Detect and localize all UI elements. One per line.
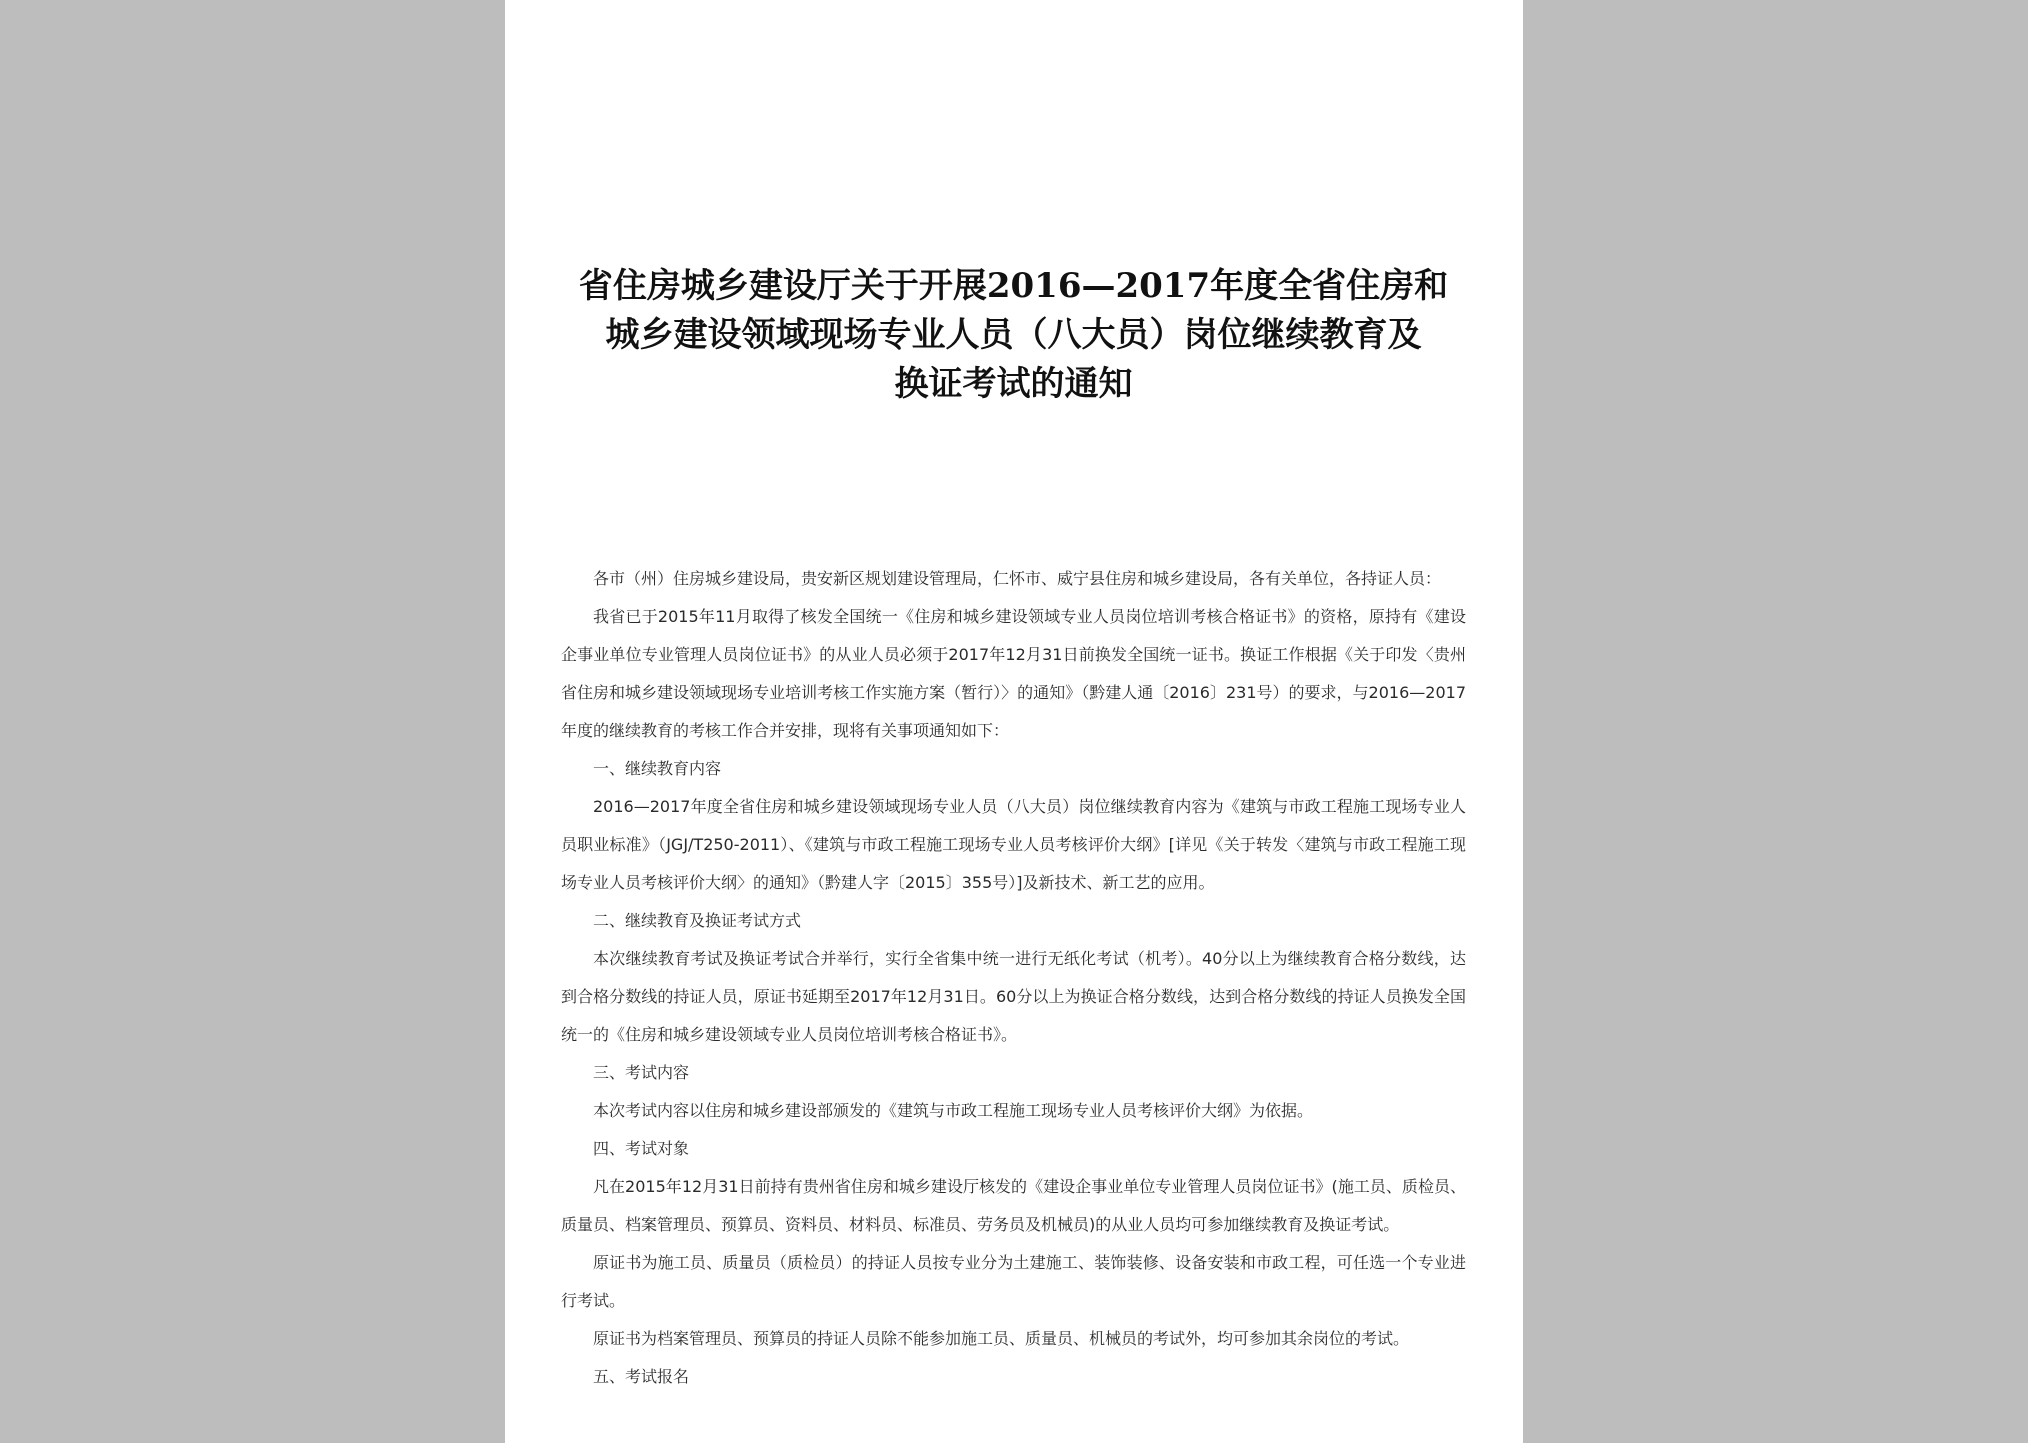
section-heading-3: 三、考试内容 xyxy=(593,1063,690,1082)
section-4-paragraph-3: 原证书为档案管理员、预算员的持证人员除不能参加施工员、质量员、机械员的考试外，均可参加其余岗位的考试。 xyxy=(593,1329,1410,1348)
section-heading-5: 五、考试报名 xyxy=(593,1367,690,1386)
section-heading-1: 一、继续教育内容 xyxy=(593,759,722,778)
section-4-paragraph-2: 原证书为施工员、质量员（质检员）的持证人员按专业分为土建施工、装饰装修、设备安装和市政工程，可任选一个专业进行考试。 xyxy=(561,1253,1466,1310)
document-body xyxy=(561,560,1466,1396)
section-heading-2: 二、继续教育及换证考试方式 xyxy=(593,911,802,930)
document-page xyxy=(505,0,1523,1443)
salutation-paragraph: 各市（州）住房城乡建设局，贵安新区规划建设管理局，仁怀市、威宁县住房和城乡建设局，各有关单位，各持证人员： xyxy=(593,569,1442,588)
title-line-2: 城乡建设领域现场专业人员（八大员）岗位继续教育及 xyxy=(605,315,1422,355)
section-2-paragraph: 本次继续教育考试及换证考试合并举行，实行全省集中统一进行无纸化考试（机考）。40分以上为继续教育合格分数线，达到合格分数线的持证人员，原证书延期至2017年12月31日。60分以上为换证合格分数线，达到合格分数线的持证人员换发全国统一的《住房和城乡建设领域专业人员岗位培训考核合格证书》。 xyxy=(561,949,1466,1044)
title-line-3: 换证考试的通知 xyxy=(894,364,1133,404)
intro-paragraph: 我省已于2015年11月取得了核发全国统一《住房和城乡建设领域专业人员岗位培训考核合格证书》的资格，原持有《建设企事业单位专业管理人员岗位证书》的从业人员必须于2017年12月31日前换发全国统一证书。换证工作根据《关于印发〈贵州省住房和城乡建设领域现场专业培训考核工作实施方案（暂行）〉的通知》（黔建人通〔2016〕231号）的要求，与2016—2017年度的继续教育的考核工作合并安排，现将有关事项通知如下： xyxy=(561,607,1466,740)
section-heading-4: 四、考试对象 xyxy=(593,1139,690,1158)
section-1-paragraph: 2016—2017年度全省住房和城乡建设领域现场专业人员（八大员）岗位继续教育内容为《建筑与市政工程施工现场专业人员职业标准》（JGJ/T250-2011）、《建筑与市政工程施工现场专业人员考核评价大纲》[详见《关于转发〈建筑与市政工程施工现场专业人员考核评价大纲〉的通知》（黔建人字〔2015〕355号）]及新技术、新工艺的应用。 xyxy=(561,797,1466,892)
document-title xyxy=(561,262,1466,409)
section-3-paragraph: 本次考试内容以住房和城乡建设部颁发的《建筑与市政工程施工现场专业人员考核评价大纲》为依据。 xyxy=(593,1101,1314,1120)
section-4-paragraph: 凡在2015年12月31日前持有贵州省住房和城乡建设厅核发的《建设企事业单位专业管理人员岗位证书》(施工员、质检员、质量员、档案管理员、预算员、资料员、材料员、标准员、劳务员及机械员)的从业人员均可参加继续教育及换证考试。 xyxy=(561,1177,1466,1234)
title-line-1: 省住房城乡建设厅关于开展2016—2017年度全省住房和 xyxy=(578,266,1449,306)
